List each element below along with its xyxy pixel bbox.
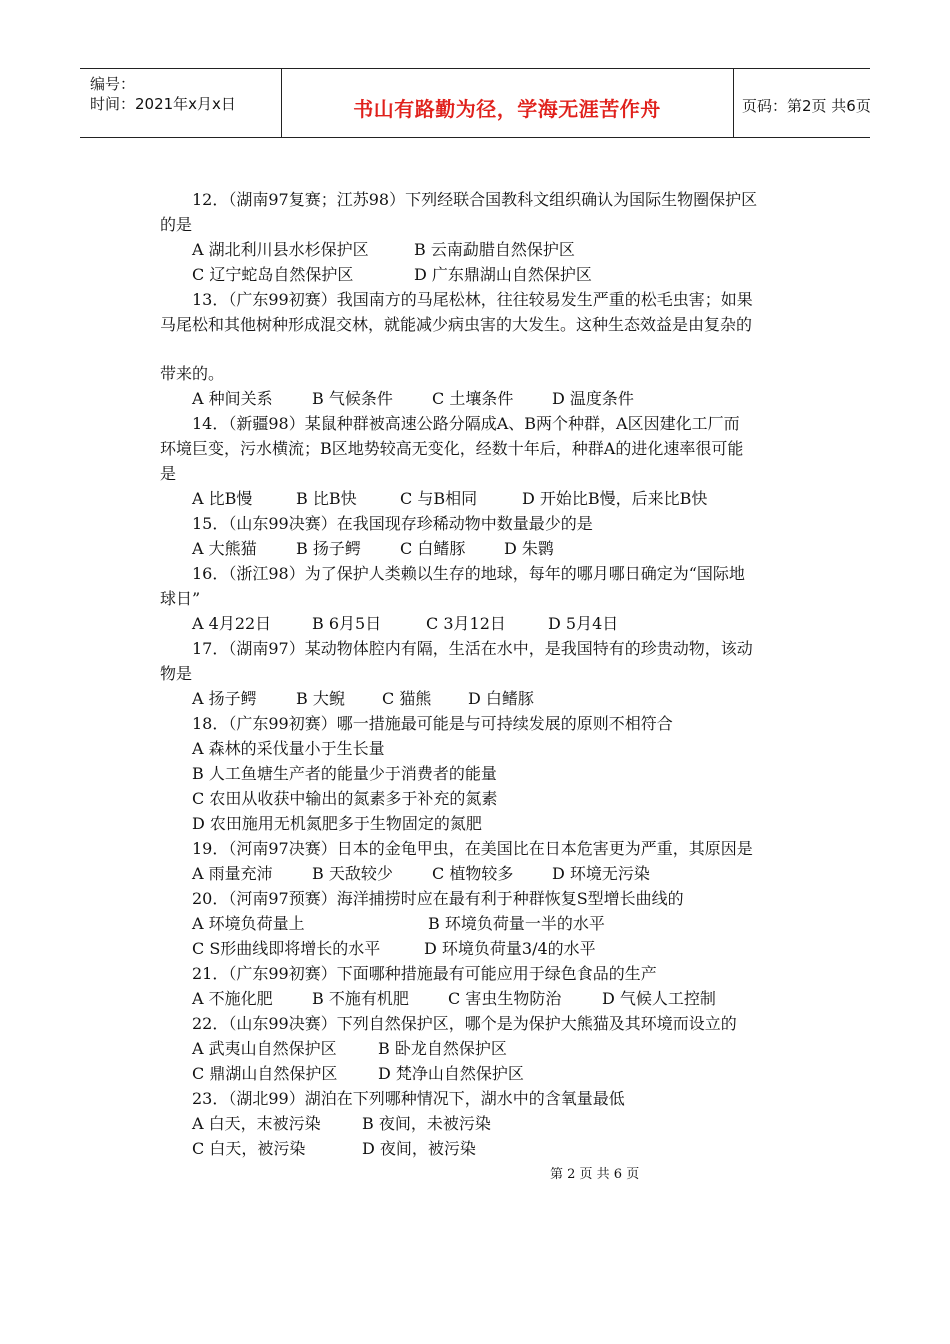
q17-option-d: D 白鳍豚	[468, 689, 534, 708]
q20-options-row1	[192, 914, 605, 934]
q21-options	[192, 989, 716, 1009]
q22-option-d: D 梵净山自然保护区	[378, 1064, 524, 1083]
q16-option-c: C 3月12日	[426, 614, 506, 633]
q19-options	[192, 864, 650, 884]
q17-stem-line1: 17．（湖南97）某动物体腔内有隔，生活在水中，是我国特有的珍贵动物，该动	[192, 639, 753, 658]
q12-options-row2	[192, 265, 592, 285]
header-left-cell	[80, 69, 282, 137]
q20-option-a: A 环境负荷量上	[192, 914, 305, 933]
q19-option-a: A 雨量充沛	[192, 864, 273, 883]
q19-stem: 19．（河南97决赛）日本的金龟甲虫，在美国比在日本危害更为严重，其原因是	[192, 839, 753, 858]
q17-options	[192, 689, 534, 709]
q23-option-c: C 白天，被污染	[192, 1139, 306, 1158]
q12-option-b: B 云南勐腊自然保护区	[414, 240, 575, 259]
q20-options-row2	[192, 939, 596, 959]
q23-option-d: D 夜间，被污染	[362, 1139, 476, 1158]
q17-stem-line2: 物是	[160, 664, 193, 683]
q19-option-c: C 植物较多	[432, 864, 514, 883]
q12-stem-line1: 12．（湖南97复赛；江苏98）下列经联合国教科文组织确认为国际生物圈保护区	[192, 190, 758, 209]
q18-option-a: A 森林的采伐量小于生长量	[192, 739, 385, 758]
q13-option-a: A 种间关系	[192, 389, 273, 408]
q19-option-d: D 环境无污染	[552, 864, 650, 883]
q22-option-b: B 卧龙自然保护区	[378, 1039, 507, 1058]
q15-options	[192, 539, 554, 559]
q14-stem-line3: 是	[160, 464, 177, 483]
q13-stem-line2: 马尾松和其他树种形成混交林，就能减少病虫害的大发生。这种生态效益是由复杂的	[160, 315, 753, 334]
q15-option-b: B 扬子鳄	[296, 539, 361, 558]
q17-option-c: C 猫熊	[382, 689, 432, 708]
q14-option-c: C 与B相同	[400, 489, 478, 508]
q21-stem: 21．（广东99初赛）下面哪种措施最有可能应用于绿色食品的生产	[192, 964, 657, 983]
q13-option-c: C 土壤条件	[432, 389, 514, 408]
q20-option-c: C S形曲线即将增长的水平	[192, 939, 381, 958]
q23-options-row1	[192, 1114, 491, 1134]
q20-option-b: B 环境负荷量一半的水平	[428, 914, 605, 933]
q14-option-b: B 比B快	[296, 489, 357, 508]
q23-option-a: A 白天，末被污染	[192, 1114, 321, 1133]
q21-option-d: D 气候人工控制	[602, 989, 716, 1008]
header-motto-cell	[281, 69, 734, 137]
q16-option-a: A 4月22日	[192, 614, 272, 633]
motto: 书山有路勤为径，学海无涯苦作舟	[353, 97, 661, 121]
q18-option-c: C 农田从收获中输出的氮素多于补充的氮素	[192, 789, 498, 808]
q13-option-d: D 温度条件	[552, 389, 634, 408]
q21-option-c: C 害虫生物防治	[448, 989, 562, 1008]
q16-option-b: B 6月5日	[312, 614, 382, 633]
number-label: 编号：	[90, 75, 136, 93]
q12-stem-line2: 的是	[160, 215, 193, 234]
q23-stem: 23．（湖北99）湖泊在下列哪种情况下，湖水中的含氧量最低	[192, 1089, 625, 1108]
q15-stem: 15．（山东99决赛）在我国现存珍稀动物中数量最少的是	[192, 514, 593, 533]
q20-option-d: D 环境负荷量3/4的水平	[424, 939, 596, 958]
q22-options-row1	[192, 1039, 507, 1059]
q12-option-d: D 广东鼎湖山自然保护区	[414, 265, 592, 284]
q16-stem-line2: 球日”	[160, 589, 201, 608]
q14-option-a: A 比B慢	[192, 489, 253, 508]
q14-stem-line2: 环境巨变，污水横流；B区地势较高无变化，经数十年后，种群A的进化速率很可能	[160, 439, 744, 458]
q18-option-b: B 人工鱼塘生产者的能量少于消费者的能量	[192, 764, 497, 783]
q13-stem-line1: 13．（广东99初赛）我国南方的马尾松林，往往较易发生严重的松毛虫害；如果	[192, 290, 753, 309]
page-number-label: 页码：第2页 共6页	[742, 97, 871, 115]
q12-option-a: A 湖北利川县水杉保护区	[192, 240, 369, 259]
q19-option-b: B 天敌较少	[312, 864, 393, 883]
page-footer: 第 2 页 共 6 页	[550, 1167, 640, 1182]
q15-option-d: D 朱鹮	[504, 539, 554, 558]
q14-stem-line1: 14．（新疆98）某鼠种群被高速公路分隔成A、B两个种群，A区因建化工厂而	[192, 414, 740, 433]
q17-option-b: B 大鲵	[296, 689, 345, 708]
q12-option-c: C 辽宁蛇岛自然保护区	[192, 265, 354, 284]
q21-option-b: B 不施有机肥	[312, 989, 409, 1008]
q20-stem: 20．（河南97预赛）海洋捕捞时应在最有利于种群恢复S型增长曲线的	[192, 889, 684, 908]
q15-option-a: A 大熊猫	[192, 539, 257, 558]
q16-option-d: D 5月4日	[548, 614, 619, 633]
q23-options-row2	[192, 1139, 476, 1159]
q22-options-row2	[192, 1064, 524, 1084]
time-label: 时间：2021年x月x日	[90, 95, 236, 113]
q16-options	[192, 614, 618, 634]
q22-stem: 22．（山东99决赛）下列自然保护区，哪个是为保护大熊猫及其环境而设立的	[192, 1014, 737, 1033]
q18-option-d: D 农田施用无机氮肥多于生物固定的氮肥	[192, 814, 482, 833]
q16-stem-line1: 16．（浙江98）为了保护人类赖以生存的地球，每年的哪月哪日确定为“国际地	[192, 564, 745, 583]
q12-options-row1	[192, 240, 575, 260]
q14-option-d: D 开始比B慢，后来比B快	[522, 489, 708, 508]
q15-option-c: C 白鳍豚	[400, 539, 466, 558]
q13-options	[192, 389, 634, 409]
q17-option-a: A 扬子鳄	[192, 689, 257, 708]
q18-stem: 18．（广东99初赛）哪一措施最可能是与可持续发展的原则不相符合	[192, 714, 673, 733]
q13-option-b: B 气候条件	[312, 389, 393, 408]
q21-option-a: A 不施化肥	[192, 989, 273, 1008]
page-header	[80, 68, 870, 138]
header-page-cell	[734, 69, 870, 137]
q22-option-c: C 鼎湖山自然保护区	[192, 1064, 338, 1083]
q23-option-b: B 夜间，未被污染	[362, 1114, 491, 1133]
q13-stem-line3: 带来的。	[160, 364, 225, 383]
q14-options	[192, 489, 707, 509]
q22-option-a: A 武夷山自然保护区	[192, 1039, 337, 1058]
